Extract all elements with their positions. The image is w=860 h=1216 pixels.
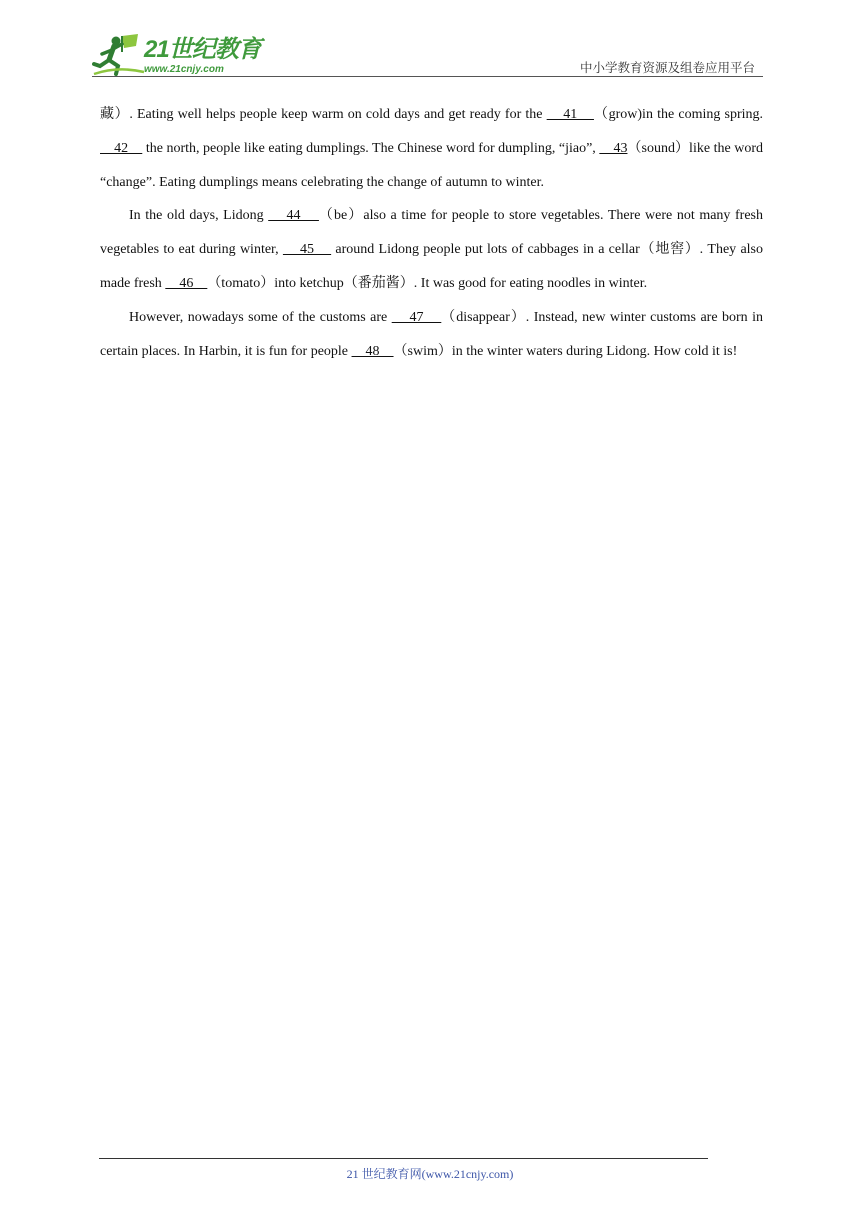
- header-divider: [92, 76, 763, 77]
- running-figure-logo-icon: [92, 32, 146, 78]
- blank-47: 47: [391, 309, 442, 325]
- blank-48: 48: [351, 343, 394, 359]
- paragraph-text: In the old days, Lidong: [129, 208, 269, 224]
- platform-title: 中小学教育资源及组卷应用平台: [579, 61, 755, 75]
- paragraph-text: （be）also a time for people to store vegetables. There were not many fresh vegetables to eat during winter,: [100, 208, 764, 258]
- blank-41: 41: [546, 107, 594, 122]
- paragraph-text: around Lidong people put lots of cabbages in a cellar（地窖）. They also made fresh: [100, 242, 764, 291]
- paragraph-1: [100, 98, 763, 199]
- passage: [100, 98, 763, 368]
- blank-42: 42: [100, 140, 143, 156]
- paragraph-text: （tomato）into ketchup（番茄酱）. It was good for eating noodles in winter.: [207, 275, 648, 291]
- paragraph-text: （swim）in the winter waters during Lidong. How cold it is!: [393, 343, 738, 359]
- blank-44: 44: [268, 208, 319, 224]
- site-logo: [92, 32, 262, 78]
- logo-wordmark: 21世纪教育: [144, 36, 261, 63]
- paragraph-text: （disappear）. Instead, new winter customs are born in certain places. In Harbin, it is fun for people: [100, 309, 763, 359]
- paragraph-text: （grow)in the coming spring.: [593, 107, 764, 122]
- page-header: [92, 30, 763, 78]
- paragraph-2: [100, 199, 763, 300]
- paragraph-text: （sound）like the word “change”. Eating dumplings means celebrating the change of autumn to winter.: [100, 140, 763, 190]
- blank-45: 45: [282, 242, 332, 258]
- paragraph-text: However, nowadays some of the customs are: [129, 309, 392, 325]
- blank-43: 43: [599, 140, 628, 156]
- logo-url: www.21cnjy.com: [144, 64, 224, 75]
- paragraph-text: 藏）. Eating well helps people keep warm on cold days and get ready for the: [100, 107, 547, 122]
- footer-site-link[interactable]: 21 世纪教育网(www.21cnjy.com): [346, 1167, 514, 1181]
- footer-divider: [99, 1158, 708, 1159]
- paragraph-3: [100, 301, 763, 369]
- blank-46: 46: [165, 275, 208, 291]
- paragraph-text: the north, people like eating dumplings. The Chinese word for dumpling, “jiao”,: [142, 140, 600, 156]
